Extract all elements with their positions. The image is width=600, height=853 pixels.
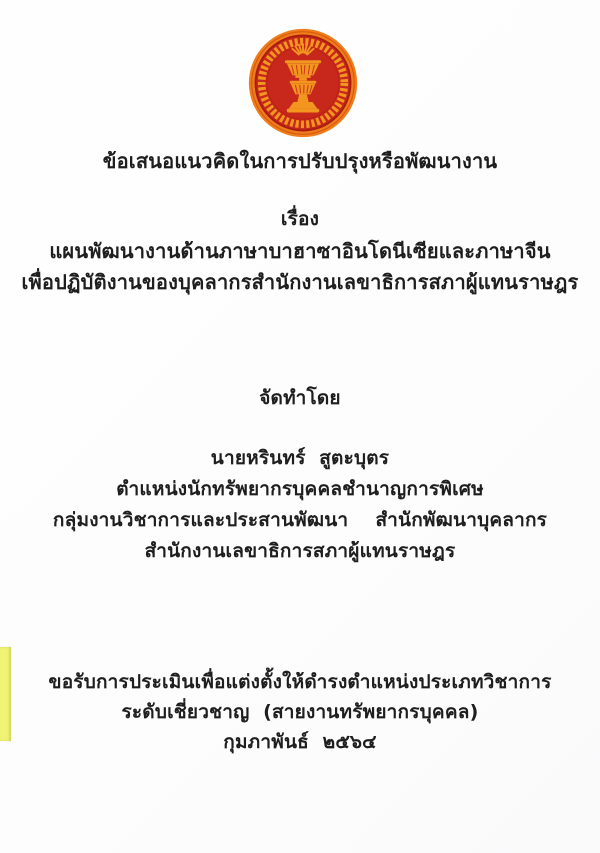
author-unit: กลุ่มงานวิชาการและประสานพัฒนา สำนักพัฒนาบุคลากร	[52, 509, 548, 531]
author-office: สำนักงานเลขาธิการสภาผู้แทนราษฎร	[144, 540, 456, 562]
assessment-request-date: กุมภาพันธ์ ๒๕๖๔	[223, 731, 377, 753]
assessment-request-line-2: ระดับเชี่ยวชาญ (สายงานทรัพยากรบุคคล)	[121, 701, 479, 723]
work-title-line-1: แผนพัฒนางานด้านภาษาบาฮาซาอินโดนีเซียและภาษาจีน	[49, 239, 551, 263]
house-of-representatives-seal-icon	[246, 26, 360, 140]
author-position: ตำแหน่งนักทรัพยากรบุคคลชำนาญการพิเศษ	[116, 478, 484, 500]
work-title-line-2: เพื่อปฏิบัติงานของบุคลากรสำนักงานเลขาธิการสภาผู้แทนราษฎร	[21, 270, 579, 294]
subject-label: เรื่อง	[280, 208, 320, 230]
yellow-index-tab-sticker	[0, 647, 11, 741]
assessment-request-line-1: ขอรับการประเมินเพื่อแต่งตั้งให้ดำรงตำแหน่งประเภทวิชาการ	[48, 671, 552, 693]
prepared-by-label: จัดทำโดย	[259, 387, 341, 409]
document-type-heading: ข้อเสนอแนวคิดในการปรับปรุงหรือพัฒนางาน	[102, 149, 498, 173]
author-name: นายหรินทร์ สูตะบุตร	[210, 447, 390, 469]
